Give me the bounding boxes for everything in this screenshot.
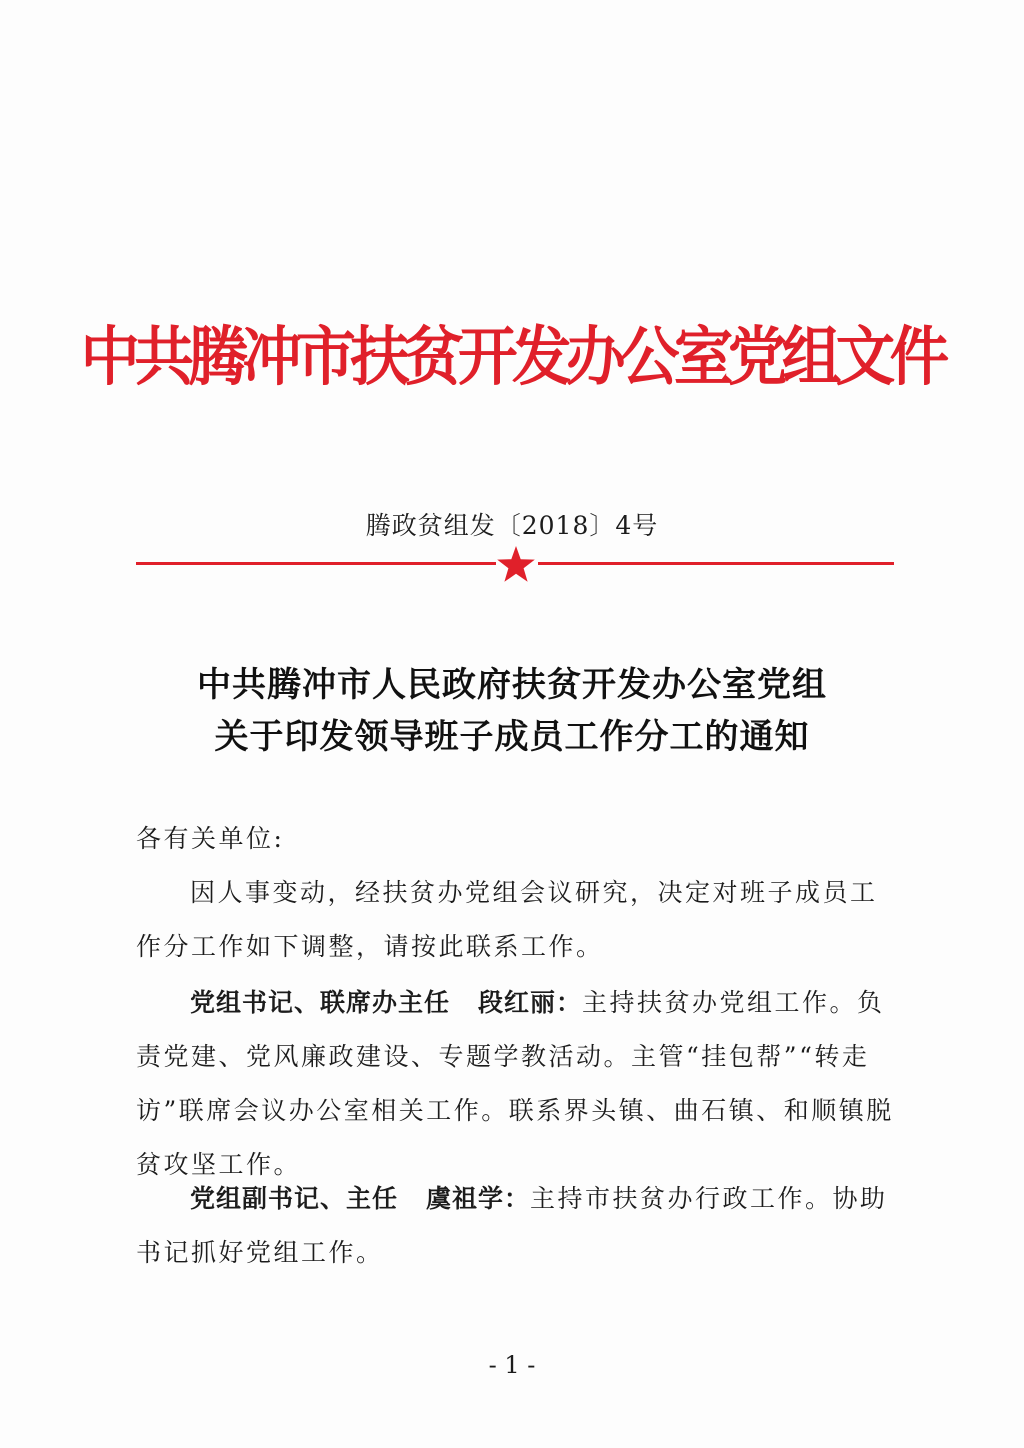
- notice-title-line-2: 关于印发领导班子成员工作分工的通知: [214, 717, 810, 757]
- document-number: 腾政贫组发〔2018〕4号: [365, 511, 659, 540]
- assignment-role: 党组书记、联席办主任: [190, 988, 451, 1017]
- salutation: 各有关单位:: [136, 824, 285, 853]
- issuer-heading: 中共腾冲市扶贫开发办公室党组文件: [80, 321, 944, 395]
- assignment-person-name: 虞祖学：: [426, 1184, 531, 1213]
- page-number: - 1 -: [488, 1351, 536, 1379]
- red-divider-right: [538, 562, 894, 565]
- assignment-person-name: 段红丽：: [478, 988, 583, 1017]
- red-divider-left: [136, 562, 496, 565]
- assignment-paragraph-2: [136, 1172, 896, 1280]
- intro-paragraph: 因人事变动，经扶贫办党组会议研究，决定对班子成员工作分工作如下调整，请按此联系工作。: [136, 878, 878, 961]
- assignment-role: 党组副书记、主任: [190, 1184, 399, 1213]
- assignment-duties: 主持市扶贫办行政工作。协助书记抓好党组工作。: [136, 1184, 888, 1267]
- assignment-duties: 主持扶贫办党组工作。负责党建、党风廉政建设、专题学教活动。主管“挂包帮”“转走访”联席会议办公室相关工作。联系界头镇、曲石镇、和顺镇脱贫攻坚工作。: [136, 988, 894, 1179]
- red-star-icon: [496, 545, 536, 583]
- assignment-paragraph-1: [136, 976, 896, 1192]
- notice-title-line-1: 中共腾冲市人民政府扶贫开发办公室党组: [197, 665, 827, 705]
